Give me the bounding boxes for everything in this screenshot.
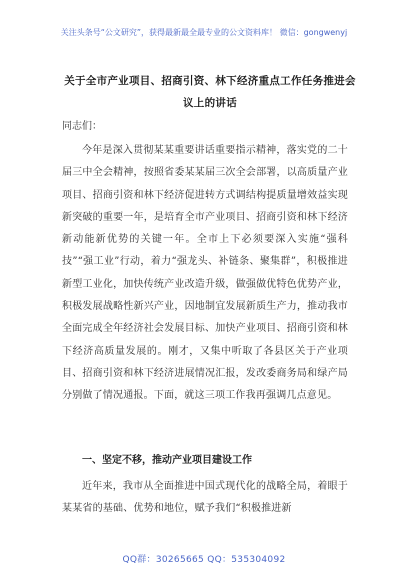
footer-contact-info[interactable]: QQ群：30265665 QQ：535304092 [122, 555, 286, 565]
body-paragraph-1: 今年是深入贯彻某某重要讲话重要指示精神，落实党的二十届三中全会精神，按照省委某某届三次全会部署，以高质量产业项目、招商引资和林下经济促进转方式调结构提质量增效益实现新突破的重要一年，是培育全市产业项目、招商引资和林下经济新动能新优势的关键一年。全市上下必须要深入实施“强科技”“强工业”行动，着力“强龙头、补链条、聚集群”，积极推进新型工业化，加快传统产业改造升级，做强做优特色优势产业，积极发展战略性新兴产业，因地制宜发展新质生产力，推动我市全面完成全年经济社会发展目标、加快产业项目、招商引资和林下经济高质量发展的。刚才，又集中听取了各县区关于产业项目、招商引资和林下经济进展情况汇报，发改委商务局和绿产局分别做了情况通报。下面，就这三项工作我再强调几点意见。 [62, 145, 348, 402]
header-promo-banner[interactable]: 关注头条号“公文研究”，获得最新最全最专业的公文资料库！ 微信：gongwenyj [60, 28, 348, 37]
document-title: 关于全市产业项目、招商引资、林下经济重点工作任务推进会议上的讲话 [64, 75, 356, 109]
salutation: 同志们： [62, 121, 102, 132]
section-heading-1: 一、坚定不移，推动产业项目建设工作 [82, 455, 252, 466]
body-paragraph-2: 近年来，我市从全面推进中国式现代化的战略全局，着眼于某某省的基础、优势和地位，赋予我们“积极推进新 [62, 481, 348, 515]
